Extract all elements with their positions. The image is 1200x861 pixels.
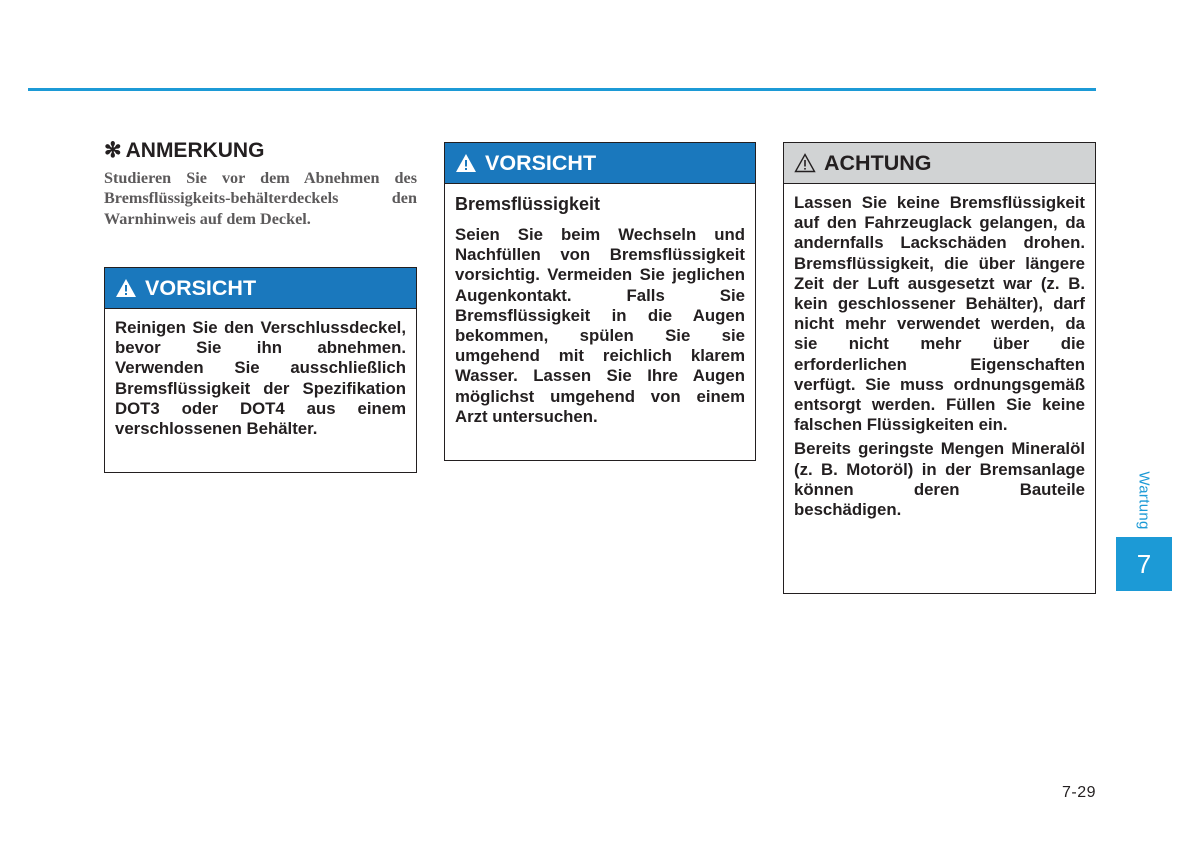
vorsicht-title: VORSICHT — [145, 275, 257, 300]
warning-triangle-icon — [455, 153, 477, 173]
achtung-content — [784, 184, 1095, 528]
caution-triangle-icon — [794, 153, 816, 173]
warning-triangle-icon — [115, 278, 137, 298]
achtung-header — [784, 143, 1095, 184]
achtung-box — [783, 142, 1096, 594]
asterisk-icon: ✻ — [104, 139, 122, 162]
vorsicht-box-brake-fluid — [444, 142, 756, 461]
vorsicht-header — [445, 143, 755, 184]
vorsicht-content — [105, 309, 416, 447]
vorsicht-header — [105, 268, 416, 309]
vorsicht-paragraph: Seien Sie beim Wechseln und Nachfüllen von Bremsflüssigkeit vorsichtig. Vermeiden Sie jeglichen Augenkontakt. Falls Sie Bremsflüssigkeit in die Augen bekommen, spülen Sie sie umgehend mit reichlich klarem Wasser. Lassen Sie Ihre Augen möglichst umgehend von einem Arzt untersuchen. — [455, 225, 745, 426]
vorsicht-title: VORSICHT — [485, 150, 597, 175]
vorsicht-box-cap — [104, 267, 417, 473]
vorsicht-content — [445, 184, 755, 435]
chapter-tab — [1116, 537, 1172, 591]
section-label-text: Wartung — [1135, 470, 1153, 530]
note-heading-text: ANMERKUNG — [125, 139, 265, 162]
note-heading — [104, 138, 417, 164]
chapter-number: 7 — [1136, 548, 1152, 579]
top-rule — [28, 88, 1096, 91]
vorsicht-paragraph: Reinigen Sie den Verschlussdeckel, bevor Sie ihn abnehmen. Verwenden Sie ausschließlich Bremsflüssigkeit der Spezifikation DOT3 oder DOT4 aus einem verschlossenen Behälter. — [115, 318, 406, 439]
section-label — [1116, 466, 1172, 534]
note-body: Studieren Sie vor dem Abnehmen des Bremsflüssigkeits-behälterdeckels den Warnhinweis auf dem Deckel. — [104, 169, 417, 228]
achtung-title: ACHTUNG — [824, 150, 932, 175]
note-block — [104, 138, 417, 229]
achtung-paragraph: Lassen Sie keine Bremsflüssigkeit auf den Fahrzeuglack gelangen, da andernfalls Lackschäden drohen. Bremsflüssigkeit, die über längere Zeit der Luft ausgesetzt war (z. B. kein geschlossener Behälter), darf nicht mehr verwendet werden, da sie nicht mehr über die erforderlichen Eigenschaften verfügt. Sie muss ordnungsgemäß entsorgt werden. Füllen Sie keine falschen Flüssigkeiten ein. — [794, 193, 1085, 435]
page-number: 7-29 — [1061, 784, 1096, 801]
vorsicht-subheading: Bremsflüssigkeit — [455, 194, 601, 214]
achtung-paragraph: Bereits geringste Mengen Mineralöl (z. B. Motoröl) in der Bremsanlage können deren Bauteile beschädigen. — [794, 439, 1085, 520]
